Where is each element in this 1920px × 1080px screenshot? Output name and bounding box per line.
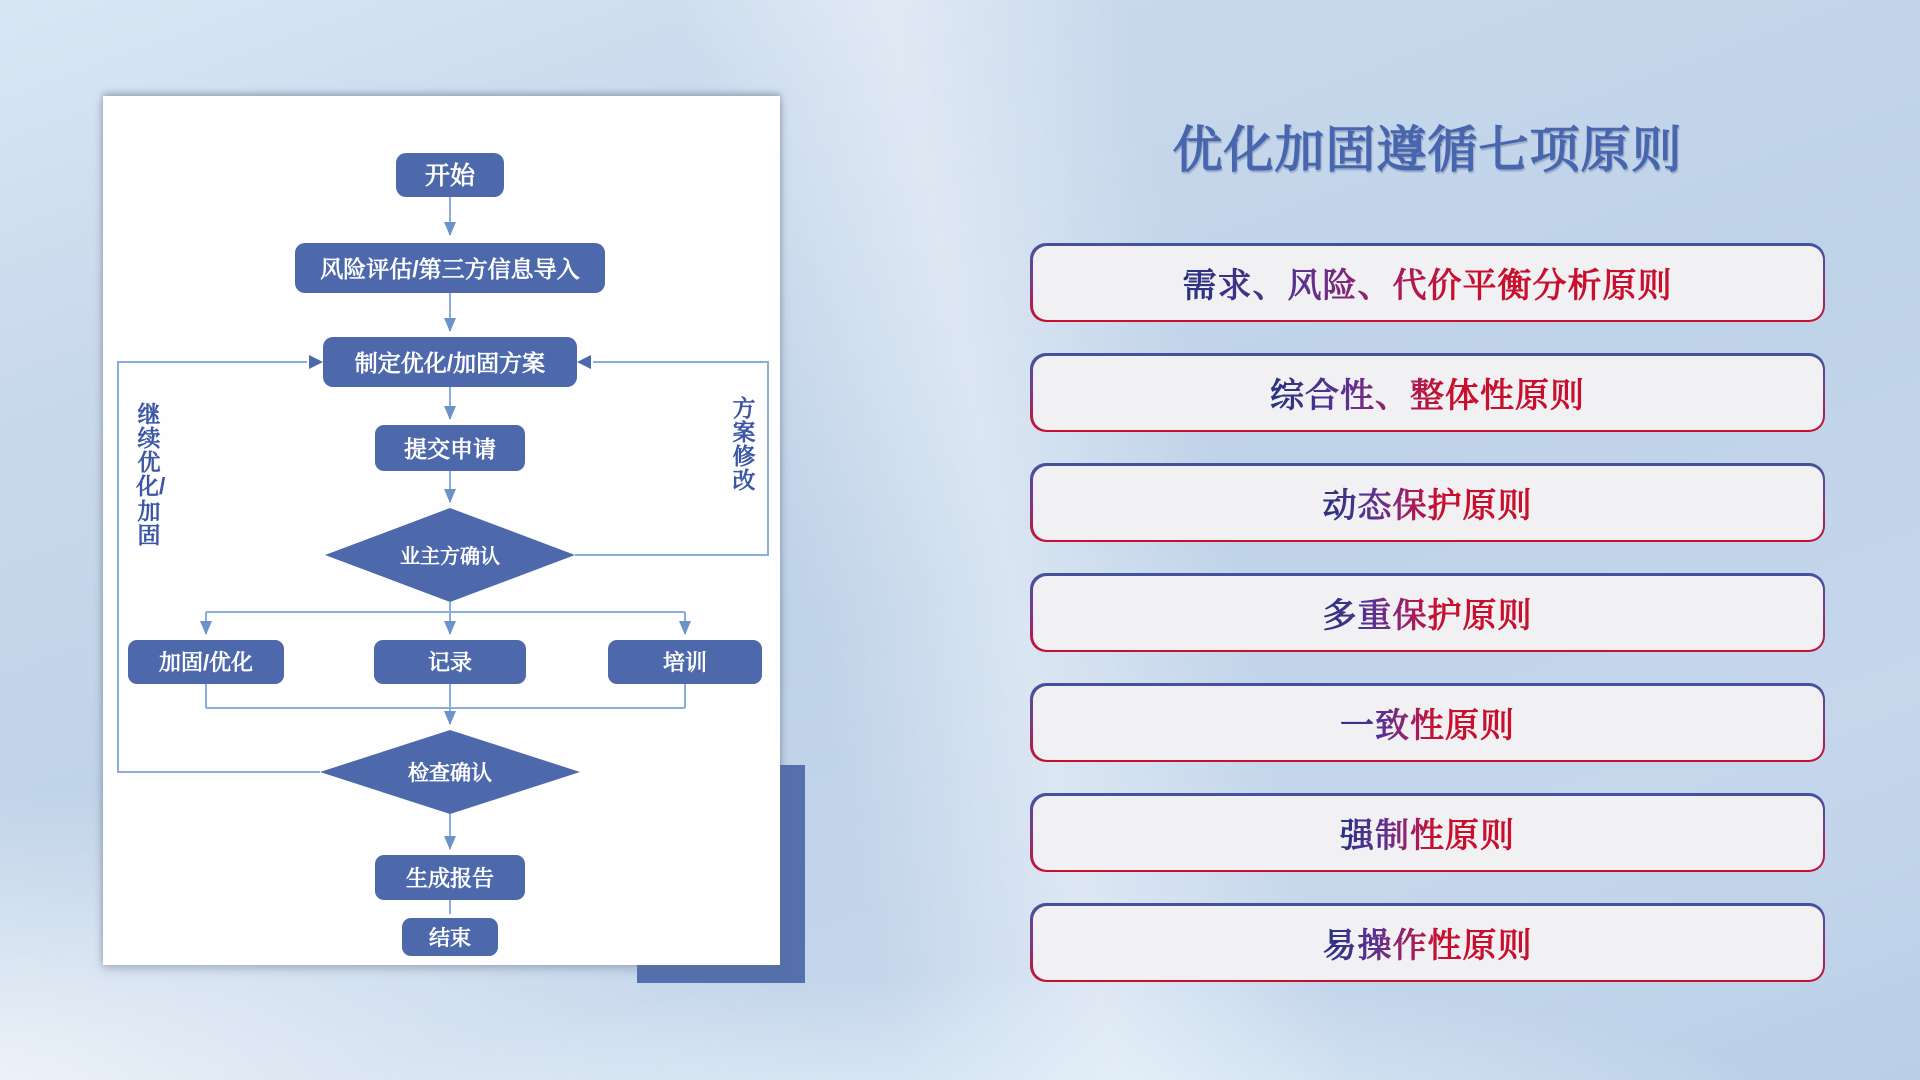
page-title: 优化加固遵循七项原则 — [1172, 122, 1683, 178]
principle-box-5 — [1030, 683, 1825, 762]
principle-box-2 — [1030, 353, 1825, 432]
principle-label: 综合性、整体性原则 — [1270, 368, 1585, 417]
principle-box-6 — [1030, 793, 1825, 872]
node-training-label: 培训 — [662, 650, 708, 675]
principles-panel — [1030, 0, 1825, 1080]
principle-box-3 — [1030, 463, 1825, 542]
principle-label: 动态保护原则 — [1323, 478, 1533, 527]
principle-box-4 — [1030, 573, 1825, 652]
node-record-label: 记录 — [427, 650, 473, 675]
principle-label: 多重保护原则 — [1323, 588, 1533, 637]
principle-label: 强制性原则 — [1340, 808, 1515, 857]
node-check-confirm-label: 检查确认 — [408, 762, 492, 785]
node-start-label: 开始 — [424, 162, 476, 190]
loop-right-arrowhead-icon — [577, 355, 591, 369]
flowchart-diagram — [103, 96, 780, 965]
loop-right-label: 方案修改 — [732, 395, 756, 494]
flowchart-card — [103, 96, 780, 965]
loop-left-arrowhead-icon — [309, 355, 323, 369]
node-report-label: 生成报告 — [405, 866, 495, 891]
node-risk-import-label: 风险评估/第三方信息导入 — [320, 256, 580, 282]
principle-label: 需求、风险、代价平衡分析原则 — [1183, 258, 1673, 307]
node-submit-label: 提交申请 — [404, 436, 496, 462]
node-end-label: 结束 — [429, 927, 471, 950]
principle-label: 易操作性原则 — [1323, 918, 1533, 967]
loop-left-label: 继续优化/加固 — [136, 401, 166, 548]
principle-label: 一致性原则 — [1340, 698, 1515, 747]
node-make-plan-label: 制定优化/加固方案 — [354, 350, 546, 376]
node-owner-confirm-label: 业主方确认 — [400, 546, 500, 568]
principle-box-7 — [1030, 903, 1825, 982]
node-reinforce-label: 加固/优化 — [158, 650, 254, 675]
principle-box-1 — [1030, 243, 1825, 322]
